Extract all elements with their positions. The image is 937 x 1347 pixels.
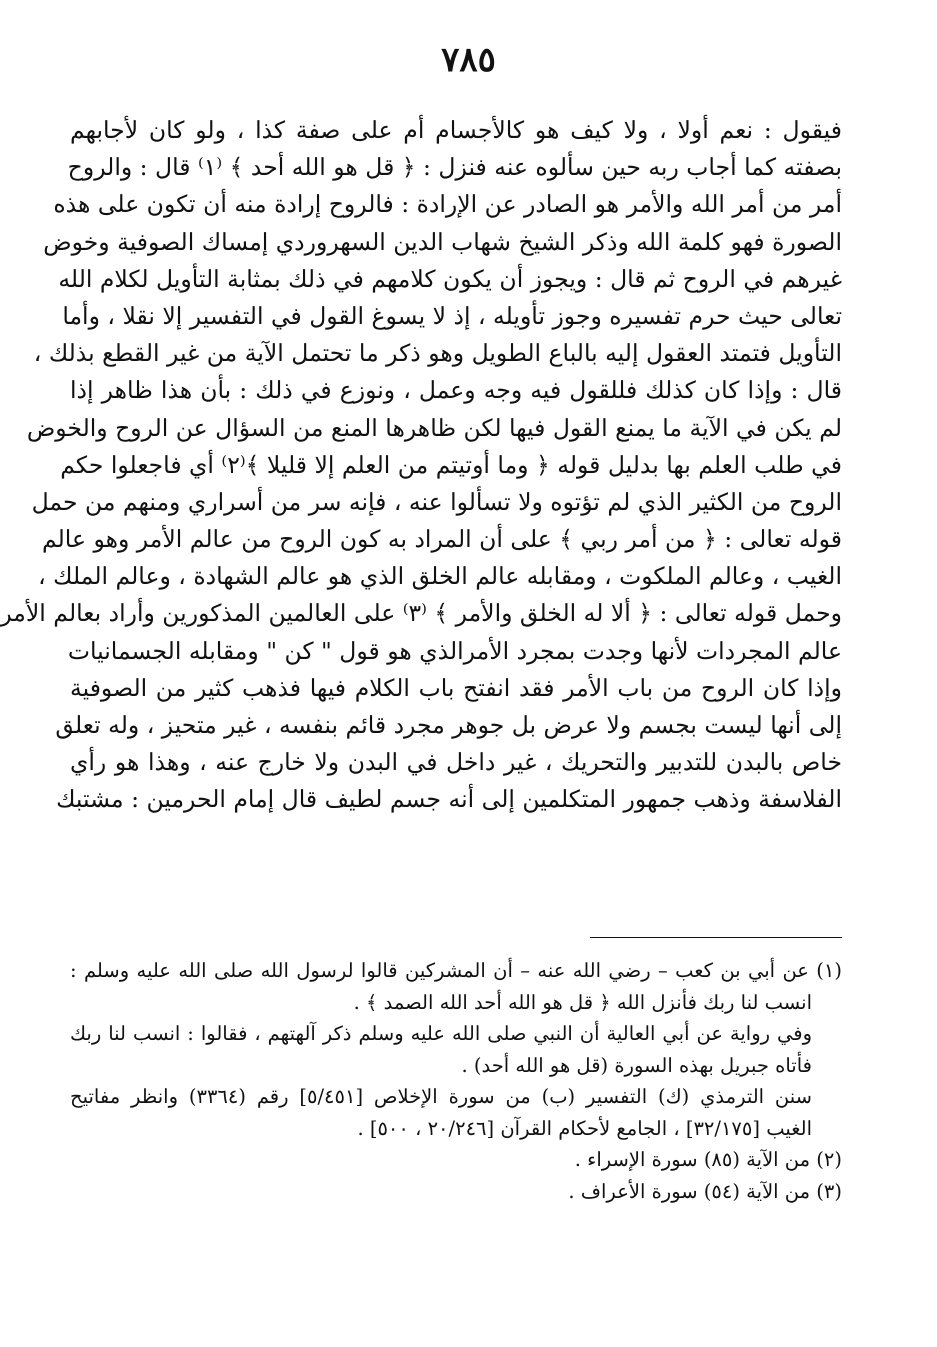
- footnote-1-line-4: فأتاه جبريل بهذه السورة (قل هو الله أحد) .: [461, 1053, 812, 1077]
- text-line: قال : وإذا كان كذلك فللقول فيه وجه وعمل ، ونوزع في ذلك : بأن هذا ظاهر إذا: [70, 376, 842, 405]
- text-line: قوله تعالى : ﴿ من أمر ربي ﴾ على أن المراد به كون الروح من عالم الأمر وهو عالم: [42, 525, 842, 554]
- footnote-1-line-1: (١) عن أبي بن كعب – رضي الله عنه – أن المشركين قالوا لرسول الله صلى الله عليه وسلم :: [70, 959, 842, 982]
- text-line: الفلاسفة وذهب جمهور المتكلمين إلى أنه جسم لطيف قال إمام الحرمين : مشتبك: [56, 785, 842, 814]
- footnote-1-line-3: وفي رواية عن أبي العالية أن النبي صلى الله عليه وسلم ذكر آلهتهم ، فقالوا : انسب لنا ربك: [70, 1022, 812, 1045]
- text-line: وحمل قوله تعالى : ﴿ ألا له الخلق والأمر ﴾ ⁽٣⁾ على العالمين المذكورين وأراد بعالم الأمر: [0, 599, 842, 628]
- footnote-3: (٣) من الآية (٥٤) سورة الأعراف .: [568, 1179, 842, 1203]
- text-line: غيرهم في الروح ثم قال : ويجوز أن يكون كلامهم في ذلك بمثابة التأويل لكلام الله: [58, 264, 842, 293]
- text-line: بصفته كما أجاب ربه حين سألوه عنه فنزل : ﴿ قل هو الله أحد ﴾ ⁽١⁾ قال : والروح: [67, 153, 842, 182]
- text-line: الروح من الكثير الذي لم تؤتوه ولا تسألوا عنه ، فإنه سر من أسراري ومنهم من حمل: [31, 487, 842, 516]
- text-line: أمر من أمر الله والأمر هو الصادر عن الإرادة : فالروح إرادة منه أن تكون على هذه: [53, 190, 842, 219]
- text-line: عالم المجردات لأنها وجدت بمجرد الأمرالذي هو قول " كن " ومقابله الجسمانيات: [67, 636, 842, 665]
- footnotes: [70, 955, 842, 1207]
- footnote-1-line-6: الغيب [٣٢/١٧٥] ، الجامع لأحكام القرآن [٢٠/٢٤٦ ، ٥٠٠] .: [357, 1116, 812, 1140]
- main-text: [0, 112, 842, 819]
- text-line: الصورة فهو كلمة الله وذكر الشيخ شهاب الدين السهروردي إمساك الصوفية وخوض: [43, 227, 842, 256]
- footnote-divider: [590, 937, 842, 938]
- text-line: لم يكن في الآية ما يمنع القول فيها لكن ظاهرها المنع من السؤال عن الروح والخوض: [26, 413, 842, 442]
- footnote-1-line-5: سنن الترمذي (ك) التفسير (ب) من سورة الإخلاص [٥/٤٥١] رقم (٣٣٦٤) وانظر مفاتيح: [70, 1085, 812, 1108]
- text-line: فيقول : نعم أولا ، ولا كيف هو كالأجسام أم على صفة كذا ، ولو كان لأجابهم: [70, 116, 842, 144]
- text-line: التأويل فتمتد العقول إليه بالباع الطويل وهو ذكر ما تحتمل الآية من غير القطع بذلك ،: [33, 339, 842, 368]
- page-number: ٧٨٥: [441, 40, 496, 80]
- text-line: خاص بالبدن للتدبير والتحريك ، غير داخل في البدن ولا خارج عنه ، وهذا هو رأي: [70, 748, 842, 777]
- footnote-2: (٢) من الآية (٨٥) سورة الإسراء .: [574, 1148, 842, 1171]
- text-line: إلى أنها ليست بجسم ولا عرض بل جوهر مجرد قائم بنفسه ، غير متحيز ، وله تعلق: [55, 711, 842, 739]
- footnote-1-line-2: انسب لنا ربك فأنزل الله ﴿ قل هو الله أحد الله الصمد ﴾ .: [353, 990, 812, 1014]
- text-line: الغيب ، وعالم الملكوت ، ومقابله عالم الخلق الذي هو عالم الشهادة ، وعالم الملك ،: [38, 562, 842, 591]
- text-line: وإذا كان الروح من باب الأمر فقد انفتح باب الكلام فيها فذهب كثير من الصوفية: [70, 673, 842, 702]
- text-line: في طلب العلم بها بدليل قوله ﴿ وما أوتيتم من العلم إلا قليلا ﴾⁽٢⁾ أي فاجعلوا حكم: [60, 450, 842, 479]
- text-line: تعالى حيث حرم تفسيره وجوز تأويله ، إذ لا يسوغ القول في التفسير إلا نقلا ، وأما: [62, 301, 842, 330]
